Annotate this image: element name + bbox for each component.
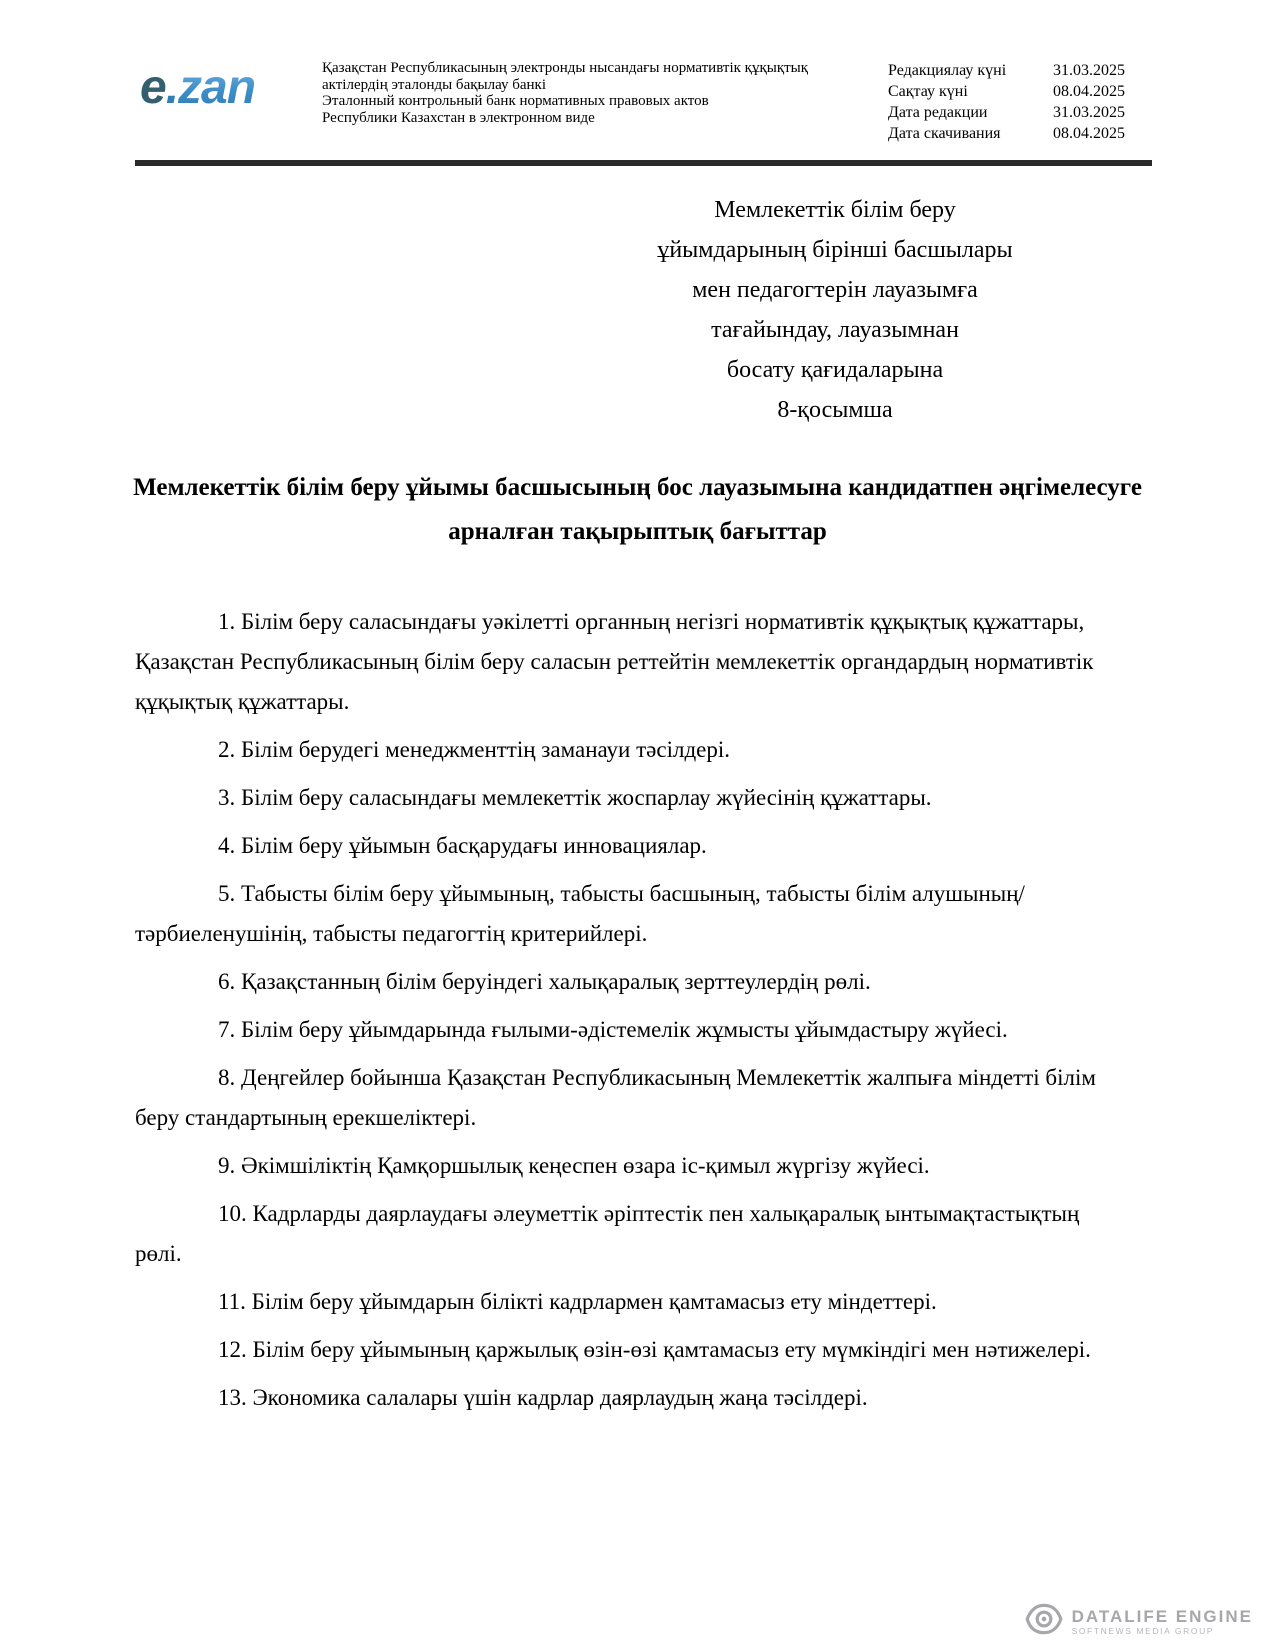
bank-description xyxy=(322,56,888,126)
datalife-engine-icon xyxy=(1024,1603,1064,1640)
appendix-line: тағайындау, лауазымнан xyxy=(711,317,959,343)
logo-dot: . xyxy=(165,61,179,114)
numbered-paragraph: 9. Әкімшіліктің Қамқоршылық кеңеспен өзара іс-қимыл жүргізу жүйесі. xyxy=(218,1153,930,1178)
appendix-line: 8-қосымша xyxy=(777,397,893,423)
date-value: 08.04.2025 xyxy=(1053,83,1125,100)
numbered-paragraph: 4. Білім беру ұйымын басқарудағы инновациялар. xyxy=(218,833,707,858)
datalife-engine-brand xyxy=(1024,1603,1253,1640)
bank-description-line: Қазақстан Республикасының электронды нысандағы нормативтік құқықтық xyxy=(322,60,809,76)
bank-description-line: Республики Казахстан в электронном виде xyxy=(322,109,595,126)
numbered-paragraph: 10. Кадрларды даярлаудағы әлеуметтік әріптестік пен халықаралық ынтымақтастықтың рөлі. xyxy=(135,1201,1080,1266)
numbered-paragraph: 13. Экономика салалары үшін кадрлар даярлаудың жаңа тәсілдері. xyxy=(218,1385,868,1410)
bank-description-line: актілердің эталонды бақылау банкі xyxy=(322,76,546,93)
date-label: Дата скачивания xyxy=(888,125,1001,142)
datalife-engine-text xyxy=(1072,1608,1253,1636)
appendix-line: ұйымдарының бірінші басшылары xyxy=(657,237,1013,263)
logo-letters-zan: zan xyxy=(178,61,256,114)
datalife-engine-name: DATALIFE ENGINE xyxy=(1071,1606,1253,1626)
numbered-paragraph: 3. Білім беру саласындағы мемлекеттік жоспарлау жүйесінің құжаттары. xyxy=(218,785,932,810)
appendix-reference xyxy=(635,190,1035,430)
date-label: Сақтау күні xyxy=(888,83,968,100)
numbered-paragraph: 12. Білім беру ұйымының қаржылық өзін-өзі қамтамасыз ету мүмкіндігі мен нәтижелері. xyxy=(218,1337,1091,1362)
numbered-paragraph: 6. Қазақстанның білім беруіндегі халықаралық зерттеулердің рөлі. xyxy=(218,969,871,994)
appendix-line: босату қағидаларына xyxy=(726,357,944,383)
numbered-paragraph: 5. Табысты білім беру ұйымының, табысты басшының, табысты білім алушының/тәрбиеленушінің, табысты педагогтің критерийлері. xyxy=(135,881,1025,946)
datalife-engine-subtitle: SOFTNEWS MEDIA GROUP xyxy=(1071,1625,1215,1636)
logo-letter-e: e xyxy=(140,61,166,114)
date-label: Дата редакции xyxy=(888,104,988,121)
numbered-paragraph: 1. Білім беру саласындағы уәкілетті органның негізгі нормативтік құқықтық құжаттары, Қазақстан Республикасының білім беру саласын реттейтін мемлекеттік органдардың нормативтік құқықтық құжаттары. xyxy=(135,609,1094,714)
ezan-logo-text xyxy=(140,61,255,114)
date-value: 31.03.2025 xyxy=(1053,62,1125,79)
numbered-paragraph: 11. Білім беру ұйымдарын білікті кадрлармен қамтамасыз ету міндеттері. xyxy=(218,1289,937,1314)
numbered-paragraph: 2. Білім берудегі менеджменттің заманауи тәсілдері. xyxy=(218,737,730,762)
numbered-paragraph: 8. Деңгейлер бойынша Қазақстан Республикасының Мемлекеттік жалпыға міндетті білім беру стандартының ерекшеліктері. xyxy=(135,1065,1096,1130)
header-divider xyxy=(135,160,1152,166)
document-body xyxy=(0,602,1275,1418)
numbered-paragraph: 7. Білім беру ұйымдарында ғылыми-әдістемелік жұмысты ұйымдастыру жүйесі. xyxy=(218,1017,1008,1042)
ezan-logo xyxy=(140,56,322,112)
document-title: Мемлекеттік білім беру ұйымы басшысының бос лауазымына кандидатпен әңгімелесуге арналған тақырыптық бағыттар xyxy=(133,474,1142,545)
document-dates xyxy=(888,56,1125,144)
bank-description-line: Эталонный контрольный банк нормативных правовых актов xyxy=(322,93,709,109)
date-label: Редакциялау күні xyxy=(888,62,1007,79)
appendix-line: мен педагогтерін лауазымға xyxy=(692,277,978,303)
date-value: 31.03.2025 xyxy=(1053,104,1125,121)
page-header xyxy=(0,0,1275,144)
appendix-line: Мемлекеттік білім беру xyxy=(714,197,956,223)
date-value: 08.04.2025 xyxy=(1053,125,1125,142)
